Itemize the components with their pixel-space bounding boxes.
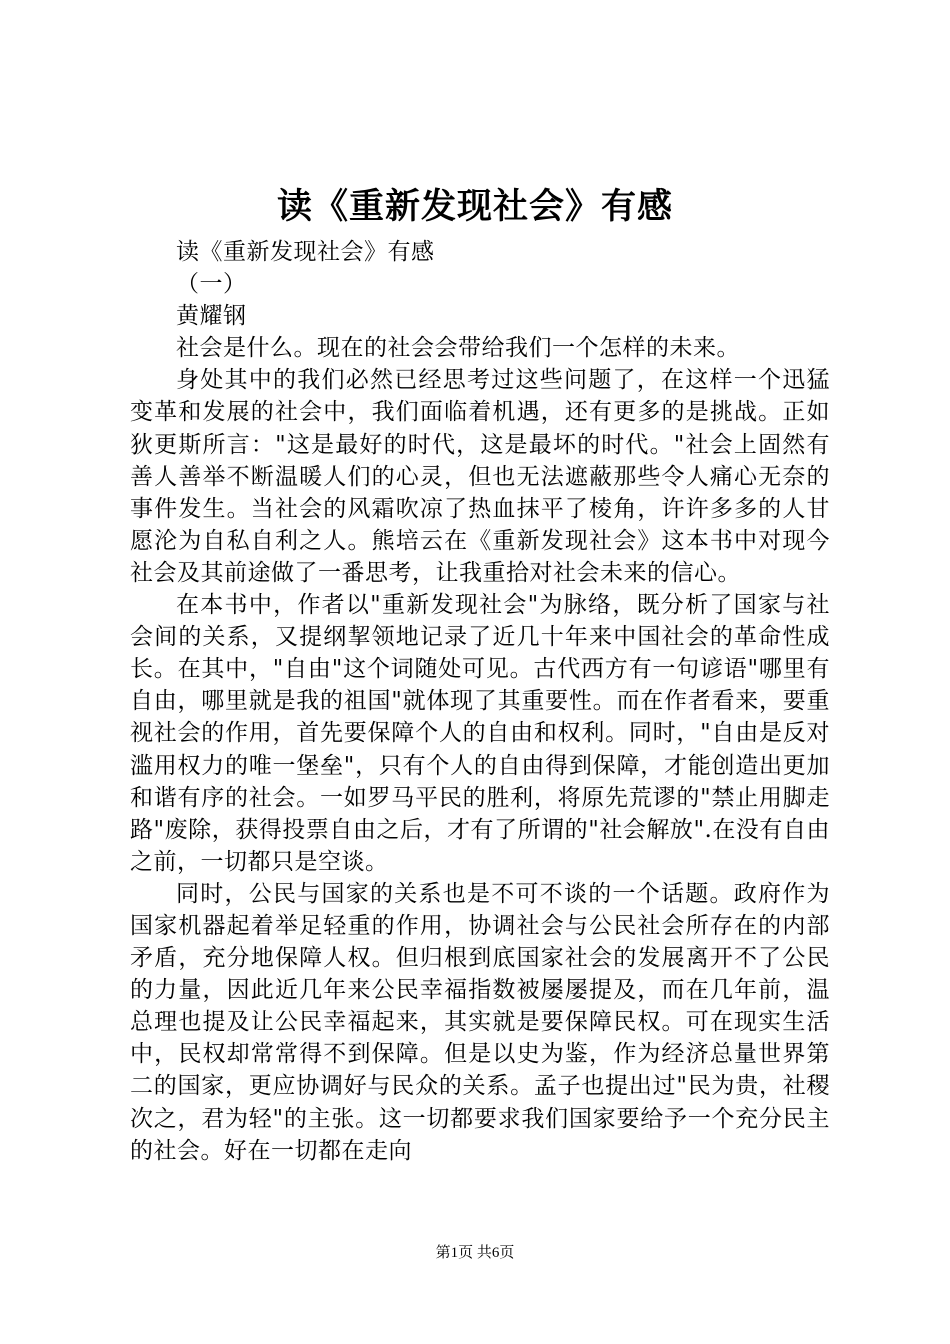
paragraph: 在本书中，作者以"重新发现社会"为脉络，既分析了国家与社会间的关系，又提纲挈领地记录了近几十年来中国社会的革命性成长。在其中，"自由"这个词随处可见。古代西方有一句谚语"哪里有自由，哪里就是我的祖国"就体现了其重要性。而在作者看来，要重视社会的作用，首先要保障个人的自由和权利。同时，"自由是反对滥用权力的唯一堡垒"，只有个人的自由得到保障，才能创造出更加和谐有序的社会。一如罗马平民的胜利，将原先荒谬的"禁止用脚走路"废除，获得投票自由之后，才有了所谓的"社会解放".在没有自由之前，一切都只是空谈。 xyxy=(130,592,830,875)
paragraph: 同时，公民与国家的关系也是不可不谈的一个话题。政府作为国家机器起着举足轻重的作用，协调社会与公民社会所存在的内部矛盾，充分地保障人权。但归根到底国家社会的发展离开不了公民的力量，因此近几年来公民幸福指数被屡屡提及，而在几年前，温总理也提及让公民幸福起来，其实就是要保障民权。可在现实生活中，民权却常常得不到保障。但是以史为鉴，作为经济总量世界第二的国家，更应协调好与民众的关系。孟子也提出过"民为贵，社稷次之，君为轻"的主张。这一切都要求我们国家要给予一个充分民主的社会。好在一切都在走向 xyxy=(130,880,830,1164)
document-body xyxy=(130,236,830,1167)
paragraph: 身处其中的我们必然已经思考过这些问题了，在这样一个迅猛变革和发展的社会中，我们面临着机遇，还有更多的是挑战。正如狄更斯所言："这是最好的时代，这是最坏的时代。"社会上固然有善人善举不断温暖人们的心灵，但也无法遮蔽那些令人痛心无奈的事件发生。当社会的风霜吹凉了热血抹平了棱角，许许多多的人甘愿沦为自私自利之人。熊培云在《重新发现社会》这本书中对现今社会及其前途做了一番思考，让我重拾对社会未来的信心。 xyxy=(130,367,830,586)
paragraph-section-number: （一） xyxy=(176,271,247,298)
page-footer: 第1页 共6页 xyxy=(435,1245,515,1261)
paragraph: 社会是什么。现在的社会会带给我们一个怎样的未来。 xyxy=(176,335,740,362)
paragraph-subtitle: 读《重新发现社会》有感 xyxy=(176,239,435,265)
document-title: 读《重新发现社会》有感 xyxy=(276,186,673,227)
paragraph-author: 黄耀钢 xyxy=(176,303,247,330)
